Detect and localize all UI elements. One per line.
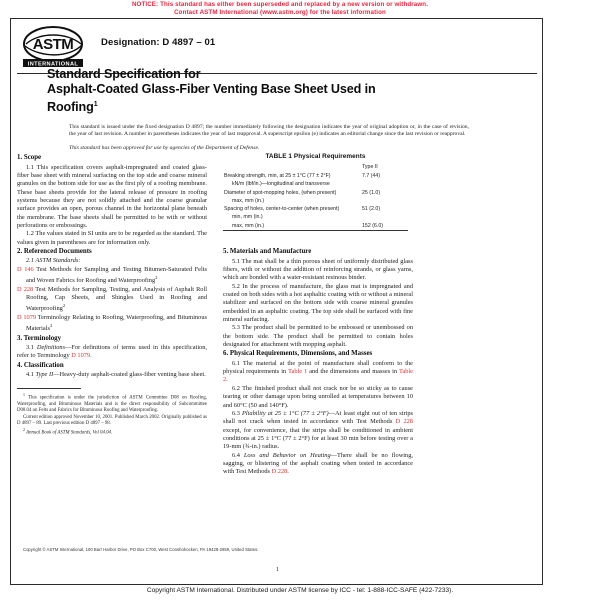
copyright-line: Copyright © ASTM International, 100 Barr Harbor Drive, PO Box C700, West Conshohocken, PA 19428-2959, United States.	[23, 547, 259, 552]
table-row	[223, 206, 408, 214]
materials-paragraph-5-3: 5.3 The product shall be permitted to be embossed or unembossed on the bottom side. The product shall be permitted to contain holes designated for attachment with mopping asphalt.	[223, 324, 413, 348]
reference-title-d146: Test Methods for Sampling and Testing Bitumen-Saturated Felts and Woven Fabrics for Roofing and Waterproofing	[26, 265, 207, 285]
standard-title-line-3-text: Roofing	[47, 100, 94, 115]
table-row-3-label2: max, mm (in.)	[223, 222, 358, 231]
referenced-standard-d146	[17, 266, 207, 286]
physical-6-1-end: .	[226, 376, 228, 384]
physical-paragraph-6-1	[223, 360, 413, 385]
terminology-definitions-italic: Definitions	[36, 344, 66, 352]
page-number: 1	[276, 567, 279, 573]
issued-under-note: This standard is issued under the fixed designation D 4897; the number immediately following the designation indicates the year of original adoption or, in the case of revision, the year of last revision. A number in parentheses indicates the year of last reapproval. A superscript epsilon (e) indicates an editorial change since the last revision or reapproval.	[69, 123, 469, 138]
standard-title-line-3	[47, 97, 477, 115]
referenced-standard-d1079	[17, 314, 207, 334]
title-block	[47, 67, 477, 152]
physical-6-4-pre: 6.4	[232, 451, 244, 459]
classification-type-italic: Type II	[35, 371, 54, 379]
reference-link-terminology-d1079[interactable]: D 1079	[71, 352, 91, 360]
physical-6-1-mid: and the dimensions and masses in	[307, 368, 399, 376]
table-row	[223, 197, 408, 205]
section-heading-classification: 4. Classification	[17, 361, 64, 369]
reference-footnote-d146: 2	[155, 275, 158, 281]
left-column	[17, 153, 207, 437]
table-header-blank	[223, 163, 358, 173]
pliability-italic-label: Pliability at 25 ± 1°C (77 ± 2°F)	[242, 409, 329, 417]
table-row-2-label2: min, mm (in.)	[232, 214, 263, 221]
table-row-2-value: 51 (2.0)	[362, 206, 381, 213]
reference-title-d228: Test Methods for Sampling, Testing, and Analysis of Asphalt Roll Roofing, Cap Sheets, and Shingles Used in Roofing and Waterproofing	[26, 285, 208, 313]
reference-footnote-d1079: 2	[49, 323, 53, 329]
table-row-0-value2	[358, 181, 408, 189]
standard-title-line-2: Asphalt-Coated Glass-Fiber Venting Base Sheet Used in	[47, 82, 376, 97]
table-row-1-label: Diameter of spot-mopping holes, (when present)	[224, 189, 337, 196]
physical-6-4-post: —There shall be no flowing, sagging, or blistering of the asphalt coating when tested in accordance with Test Methods	[223, 451, 413, 476]
footnote-2	[17, 427, 207, 437]
table-row-0-value: 7.7 (44)	[362, 172, 381, 179]
classification-text: —Heavy-duty asphalt-coated glass-fiber venting base sheet.	[53, 371, 206, 379]
classification-paragraph-4-1	[17, 371, 207, 379]
footnote-edition: Current edition approved November 10, 2001. Published March 2002. Originally published as D 4897 – 89. Last previous edition D 4897 – 98.	[17, 414, 207, 426]
table-row-3-value: 152 (6.0)	[358, 222, 408, 231]
footnote-1-text: This specification is under the jurisdiction of ASTM Committee D08 on Roofing, Waterproofing, and Bituminous Materials and is the direct responsibility of Subcommittee D08.04 on Felts and Fabrics for Bituminous Roofing and Waterproofing.	[17, 395, 207, 414]
table-row	[223, 214, 408, 222]
physical-paragraph-6-4	[223, 452, 413, 477]
standard-title-line-1: Standard Specification for	[47, 67, 201, 81]
physical-6-3-pre: 6.3	[232, 409, 243, 417]
table-row-0-label: Breaking strength, min, at 25 ± 1°C (77 ± 2°F)	[224, 172, 331, 179]
physical-paragraph-6-2: 6.2 The finished product shall not crack nor be so sticky as to cause tearing or other damage upon being unrolled at temperatures between 10 and 60°C (50 and 140°F).	[223, 384, 413, 409]
table-row-2-value2	[358, 214, 408, 222]
table-row-2-label: Spacing of holes, center-to-center (when present)	[224, 206, 340, 213]
footnote-1-marker: 1	[23, 393, 25, 398]
footnote-2-marker: 2	[23, 428, 25, 433]
footnote-block	[17, 392, 207, 437]
reference-link-table-1[interactable]: Table 1	[288, 368, 308, 376]
table-row	[223, 189, 408, 197]
terminology-period: .	[90, 352, 92, 360]
license-footer: Copyright ASTM International. Distributed under ASTM license by ICC - tel: 1-888-ICC-SAFE (422-7233).	[146, 587, 454, 594]
table-1-grid	[223, 163, 408, 232]
materials-paragraph-5-2: 5.2 In the process of manufacture, the glass mat is impregnated and coated on both sides with a hot asphaltic coating with or without a mineral stabilizer and surfaced on the bottom side with coarse mineral granules embedded in an asphaltic coating. The top side shall be surfaced with fine mineral surfacing.	[223, 282, 413, 323]
reference-link-d228-pliability[interactable]: D 228	[395, 418, 413, 426]
table-row-1-value: 25 (1.0)	[362, 189, 381, 196]
footnote-2-text: Annual Book of ASTM Standards, Vol 04.04.	[26, 430, 113, 436]
reference-link-table-2[interactable]: Table 2	[223, 368, 413, 384]
materials-paragraph-5-1: 5.1 The mat shall be a thin porous sheet of uniformly distributed glass fibers, with or without the addition of reinforcing strands, or glass yarns, which are bonded with a water-resistant resinous binder.	[223, 257, 413, 282]
physical-6-3-post: —At least eight out of ten strips shall not crack when tested in accordance with Test Methods	[223, 409, 414, 426]
table-1-physical-requirements	[223, 153, 408, 231]
classification-number: 4.1	[26, 371, 36, 379]
scope-paragraph-1-1: 1.1 This specification covers asphalt-impregnated and coated glass-fiber base sheet with mineral surfacing on the top side and coarse mineral granules on the bottom side for use as the first ply of a roofing membrane. These base sheets provide for the lateral release of pressure in roofing systems because they are not solidly attached and the coarse granular surface provides an open, porous channel in the horizontal plane beneath the membrane. The base sheets shall be permitted to be with or without perforations or embossings.	[17, 163, 207, 229]
physical-6-1-pre: 6.1 The material at the point of manufacture shall conform to the physical requirements in	[223, 359, 413, 376]
astm-international-logo	[21, 25, 89, 69]
table-1-caption: TABLE 1 Physical Requirements	[265, 153, 366, 160]
notice-line-1: NOTICE: This standard has either been superseded and replaced by a new version or withdrawn.	[131, 1, 429, 8]
withdrawn-notice-banner	[40, 1, 520, 17]
loss-behavior-italic-label: Loss and Behavior on Heating	[243, 451, 331, 459]
section-heading-referenced-documents: 2. Referenced Documents	[17, 247, 92, 255]
physical-6-4-end: .	[287, 468, 289, 476]
referenced-standard-d228	[17, 286, 207, 314]
physical-paragraph-6-3	[223, 410, 413, 452]
svg-text:ASTM: ASTM	[32, 36, 74, 53]
section-heading-scope: 1. Scope	[17, 154, 42, 161]
section-heading-physical-requirements: 6. Physical Requirements, Dimensions, and Masses	[223, 350, 373, 358]
table-row	[223, 222, 408, 231]
scope-paragraph-1-2: 1.2 The values stated in SI units are to be regarded as the standard. The values given in parentheses are for information only.	[17, 230, 207, 246]
section-heading-materials-manufacture: 5. Materials and Manufacture	[223, 248, 312, 255]
reference-link-d146[interactable]: D 146	[17, 265, 34, 273]
terminology-number: 3.1	[26, 344, 37, 352]
table-row-1-value2	[358, 197, 408, 205]
table-header-type-ii: Type II	[362, 163, 378, 170]
table-row	[223, 172, 408, 180]
astm-standards-subheading: 2.1 ASTM Standards:	[26, 257, 81, 265]
svg-text:INTERNATIONAL: INTERNATIONAL	[27, 61, 79, 68]
terminology-text: —For definitions of terms used in this specification, refer to Terminology	[17, 344, 208, 360]
reference-title-d1079: Terminology Relating to Roofing, Waterproofing, and Bituminous Materials	[26, 313, 207, 333]
right-column	[223, 247, 413, 477]
table-header-row	[223, 163, 408, 173]
section-heading-terminology: 3. Terminology	[17, 334, 62, 342]
footnote-1	[17, 392, 207, 415]
designation-label: Designation: D 4897 – 01	[101, 37, 216, 48]
physical-6-3-end: except, for convenience, that the strips shall be conditioned in ambient conditions at 25 ± 1°C (77 ± 2°F) for at least 30 min before testing over a 19-mm (¾-in.) radius.	[223, 426, 413, 451]
reference-link-d228[interactable]: D 228	[17, 285, 34, 293]
reference-footnote-d228: 2	[62, 303, 66, 309]
page-border	[10, 18, 543, 585]
footnote-divider	[17, 388, 81, 389]
dod-approval-note: This standard has been approved for use by agencies of the Department of Defense.	[69, 144, 260, 151]
table-row-0-label2: kN/m (lbf/in.)—longitudinal and transverse	[232, 181, 330, 188]
table-row	[223, 181, 408, 189]
table-row-1-label2: max, mm (in.)	[232, 197, 265, 204]
terminology-paragraph-3-1	[17, 344, 207, 361]
title-footnote-marker: 1	[93, 101, 98, 109]
reference-link-d228-heating[interactable]: D 228	[271, 468, 288, 476]
notice-line-2: Contact ASTM International (www.astm.org) for the latest information	[174, 9, 386, 16]
reference-link-d1079[interactable]: D 1079	[17, 313, 37, 321]
